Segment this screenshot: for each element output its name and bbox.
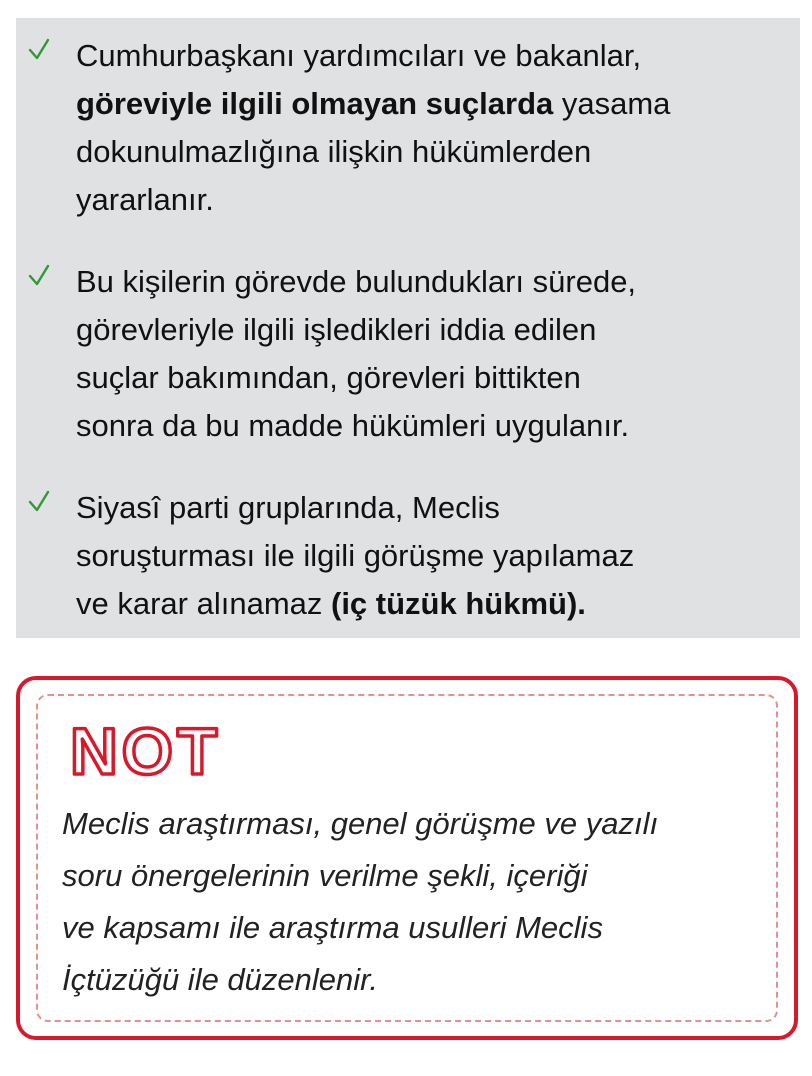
note-box bbox=[16, 676, 798, 1040]
text-run: Bu kişilerin görevde bulundukları sürede, bbox=[76, 264, 637, 299]
bullet-text bbox=[76, 32, 792, 224]
svg-text:NOT: NOT bbox=[70, 714, 222, 784]
note-line: İçtüzüğü ile düzenlenir. bbox=[62, 962, 378, 997]
text-line bbox=[76, 32, 792, 80]
text-run: yararlanır. bbox=[76, 182, 214, 217]
bullet-text bbox=[76, 484, 792, 628]
text-run: suçlar bakımından, görevleri bittikten bbox=[76, 360, 581, 395]
text-run: ve karar alınamaz bbox=[76, 586, 331, 621]
text-run: Cumhurbaşkanı yardımcıları ve bakanlar, bbox=[76, 38, 642, 73]
text-line bbox=[76, 306, 792, 354]
text-run: sonra da bu madde hükümleri uygulanır. bbox=[76, 408, 630, 443]
text-line bbox=[76, 128, 792, 176]
text-run: yasama bbox=[553, 86, 671, 121]
text-line bbox=[76, 258, 792, 306]
text-run: görevleriyle ilgili işledikleri iddia edilen bbox=[76, 312, 597, 347]
bold-text: göreviyle ilgili olmayan suçlarda bbox=[76, 86, 554, 121]
text-line bbox=[76, 354, 792, 402]
checkmark-icon bbox=[28, 486, 50, 514]
checkmark-icon bbox=[28, 260, 50, 288]
note-line: soru önergelerinin verilme şekli, içeriği bbox=[62, 858, 588, 893]
text-line bbox=[76, 580, 792, 628]
note-text bbox=[62, 798, 756, 1006]
text-run: dokunulmazlığına ilişkin hükümlerden bbox=[76, 134, 592, 169]
note-title bbox=[64, 714, 254, 784]
note-dashed-frame bbox=[36, 694, 778, 1022]
bullet-text bbox=[76, 258, 792, 450]
bold-text: (iç tüzük hükmü). bbox=[331, 586, 586, 621]
checkmark-icon bbox=[28, 34, 50, 62]
text-line bbox=[76, 176, 792, 224]
text-line bbox=[76, 80, 792, 128]
note-line: Meclis araştırması, genel görüşme ve yazılı bbox=[62, 806, 659, 841]
text-run: soruşturması ile ilgili görüşme yapılamaz bbox=[76, 538, 635, 573]
bullet-panel bbox=[16, 18, 800, 638]
text-line bbox=[76, 532, 792, 580]
text-line bbox=[76, 484, 792, 532]
note-line: ve kapsamı ile araştırma usulleri Meclis bbox=[62, 910, 603, 945]
text-line bbox=[76, 402, 792, 450]
text-run: Siyasî parti gruplarında, Meclis bbox=[76, 490, 500, 525]
